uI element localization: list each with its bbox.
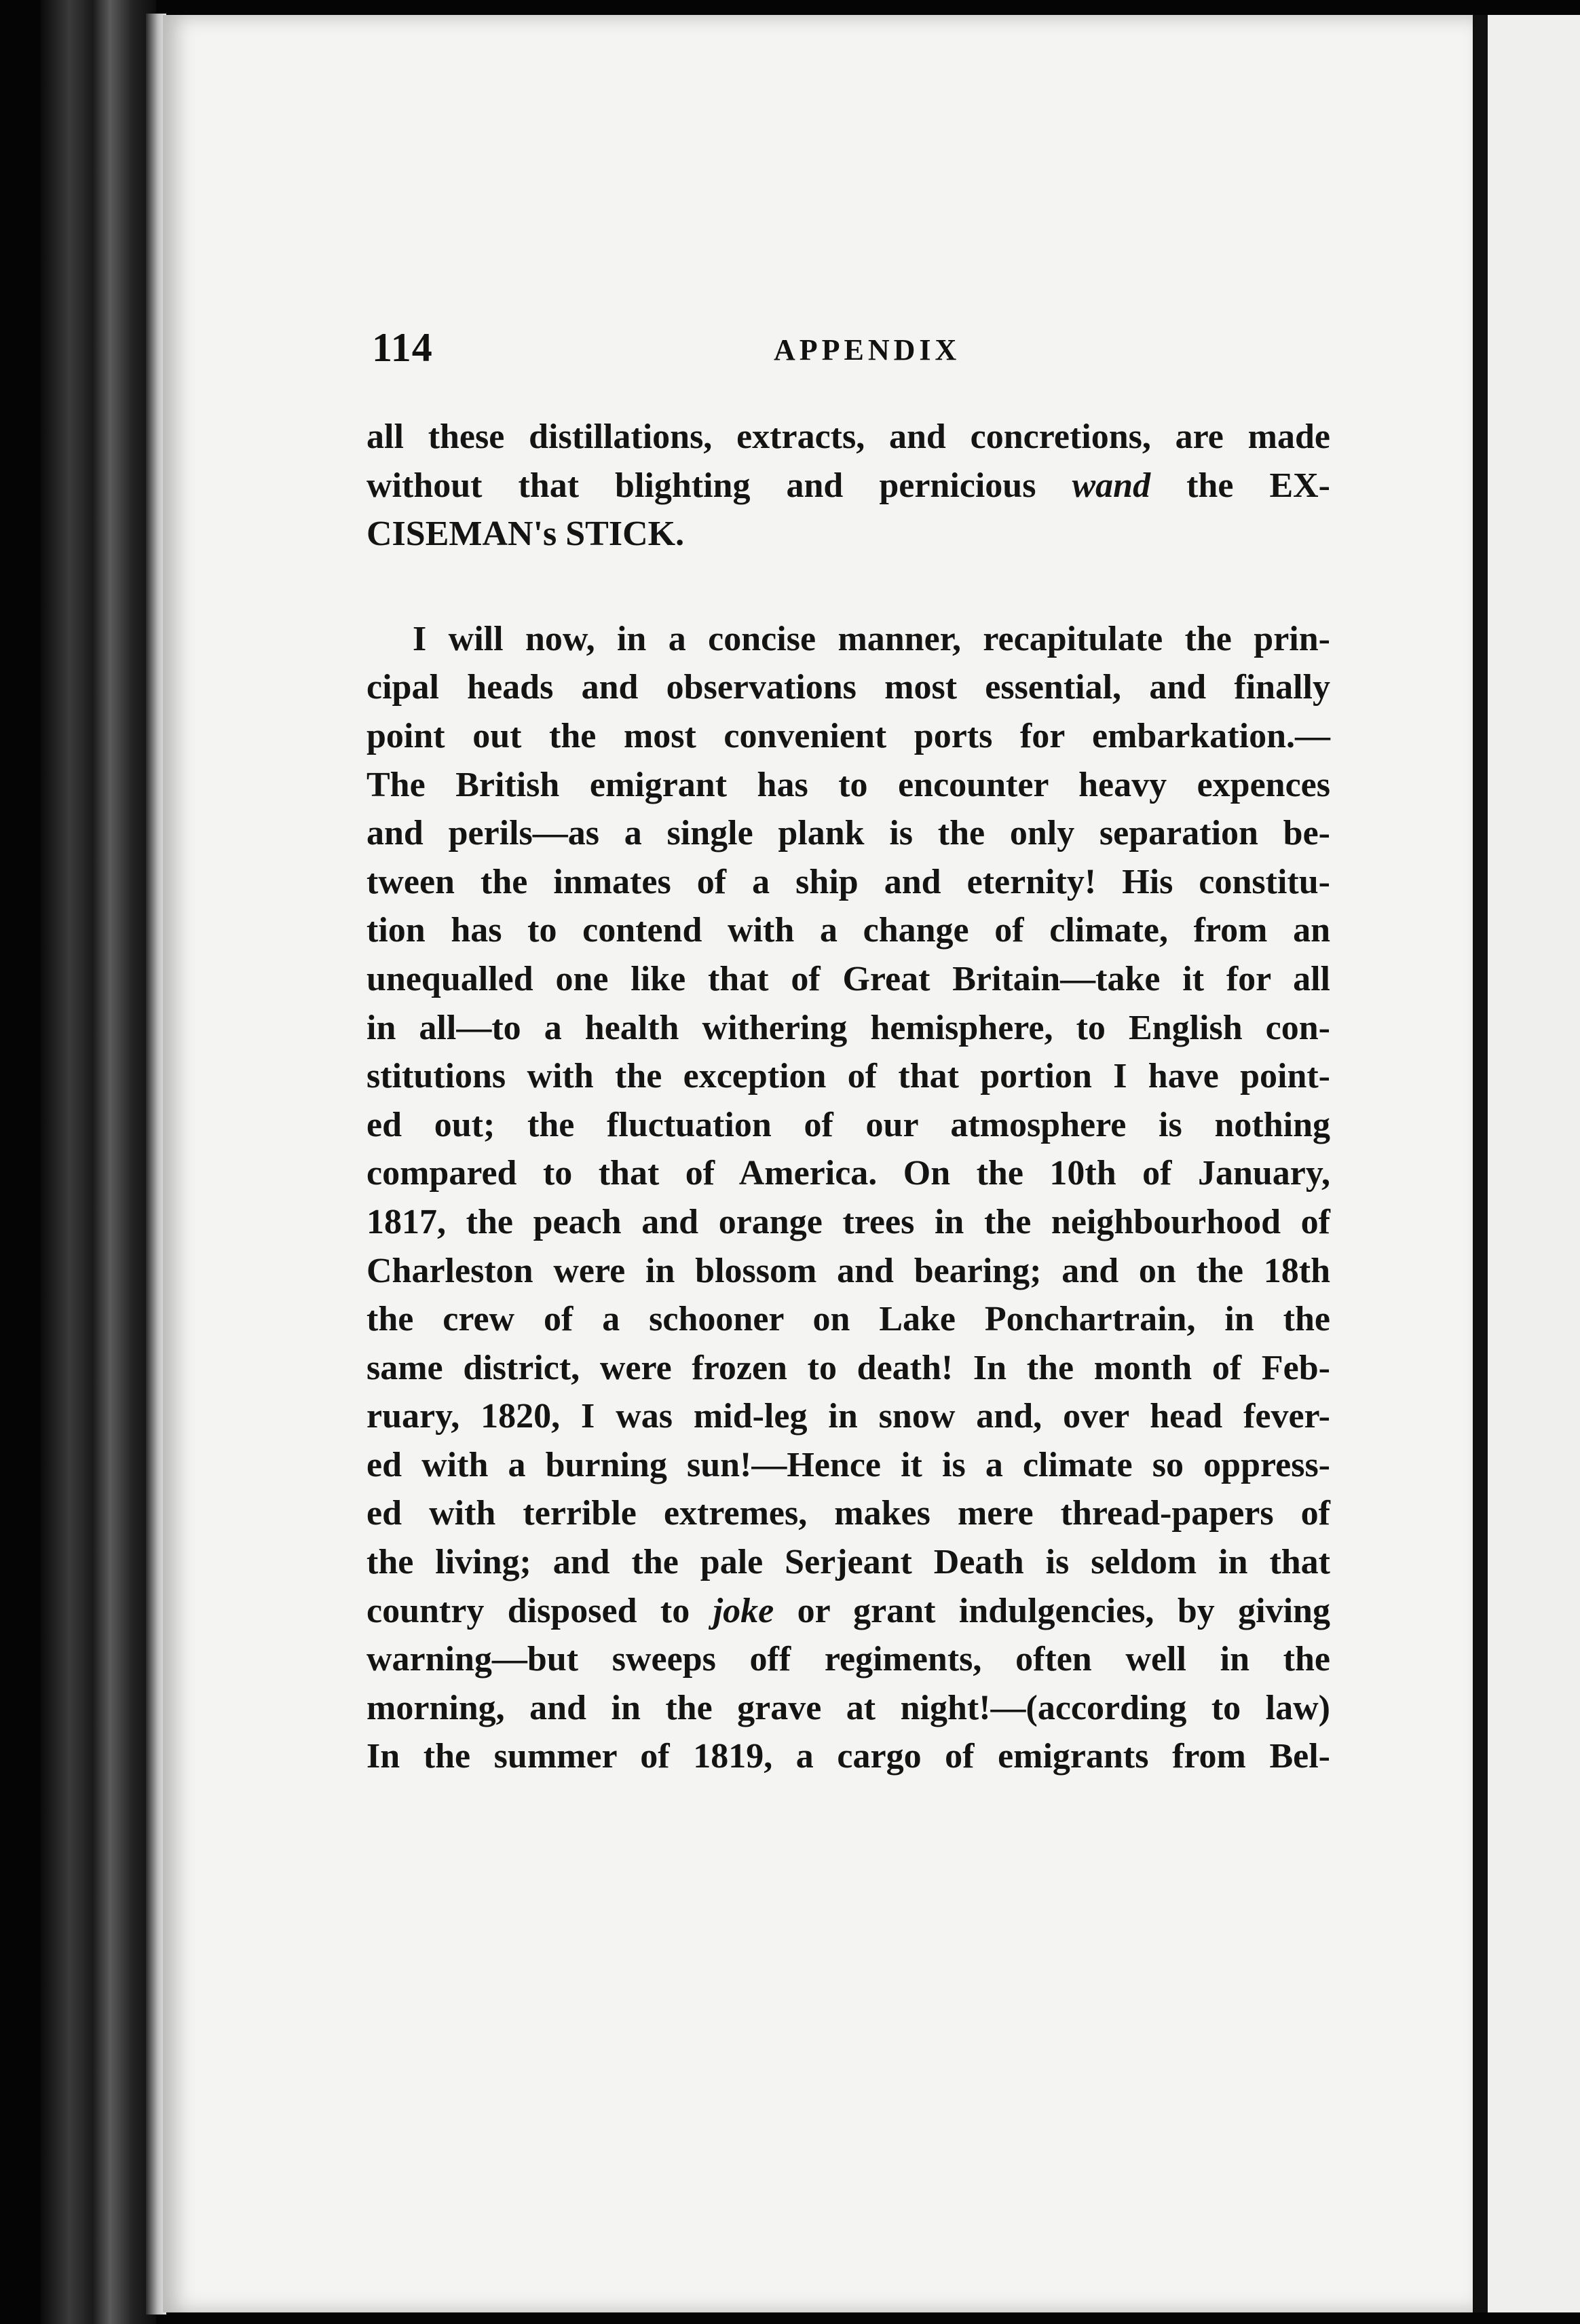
paragraph-2 <box>366 615 1330 1781</box>
book-spine <box>41 0 156 2324</box>
text-line: tion has to contend with a change of climate, from an <box>366 911 1330 950</box>
text-line: ed with a burning sun!—Hence it is a climate so oppress- <box>366 1445 1330 1484</box>
text-line: point out the most convenient ports for embarkation.— <box>366 716 1330 755</box>
text-line: 1817, the peach and orange trees in the neighbourhood of <box>366 1202 1330 1241</box>
running-head: APPENDIX <box>774 333 961 367</box>
text-line: ed with terrible extremes, makes mere thread-papers of <box>366 1494 1330 1533</box>
italic-word: wand <box>1072 466 1151 505</box>
text-line: and perils—as a single plank is the only separation be- <box>366 814 1330 853</box>
text-line: In the summer of 1819, a cargo of emigrants from Bel- <box>366 1737 1330 1776</box>
paragraph-1 <box>366 413 1330 559</box>
text-line: unequalled one like that of Great Britain—take it for all <box>366 959 1330 998</box>
page-header <box>372 324 1303 379</box>
text-line: warning—but sweeps off regiments, often well in the <box>366 1640 1330 1679</box>
facing-page-edge <box>1488 15 1580 2312</box>
text-line: The British emigrant has to encounter heavy expences <box>366 765 1330 804</box>
text-line: without that blighting and pernicious wand the EX- <box>366 466 1330 505</box>
text-line: morning, and in the grave at night!—(according to law) <box>366 1688 1330 1727</box>
text-line: tween the inmates of a ship and eternity! His constitu- <box>366 862 1330 901</box>
text-line: all these distillations, extracts, and concretions, are made <box>366 417 1330 456</box>
text-line: I will now, in a concise manner, recapitulate the prin- <box>413 619 1330 658</box>
text-line: the living; and the pale Serjeant Death is seldom in that <box>366 1543 1330 1582</box>
text-line: in all—to a health withering hemisphere, to English con- <box>366 1008 1330 1047</box>
text-line: same district, were frozen to death! In the month of Feb- <box>366 1348 1330 1387</box>
italic-word: joke <box>713 1591 774 1630</box>
page-number: 114 <box>372 325 433 370</box>
text-line: CISEMAN's STICK. <box>366 514 685 554</box>
text-line: compared to that of America. On the 10th of January, <box>366 1154 1330 1193</box>
body-text <box>366 413 1330 1781</box>
text-line: cipal heads and observations most essential, and finally <box>366 668 1330 707</box>
text-line: stitutions with the exception of that portion I have point- <box>366 1057 1330 1096</box>
text-line: Charleston were in blossom and bearing; and on the 18th <box>366 1251 1330 1290</box>
text-line: ed out; the fluctuation of our atmosphere is nothing <box>366 1105 1330 1144</box>
text-line: country disposed to joke or grant indulgencies, by giving <box>366 1591 1330 1630</box>
text-line: ruary, 1820, I was mid-leg in snow and, over head fever- <box>366 1397 1330 1436</box>
text-line: the crew of a schooner on Lake Ponchartrain, in the <box>366 1300 1330 1339</box>
gutter-shadow <box>1473 15 1488 2312</box>
